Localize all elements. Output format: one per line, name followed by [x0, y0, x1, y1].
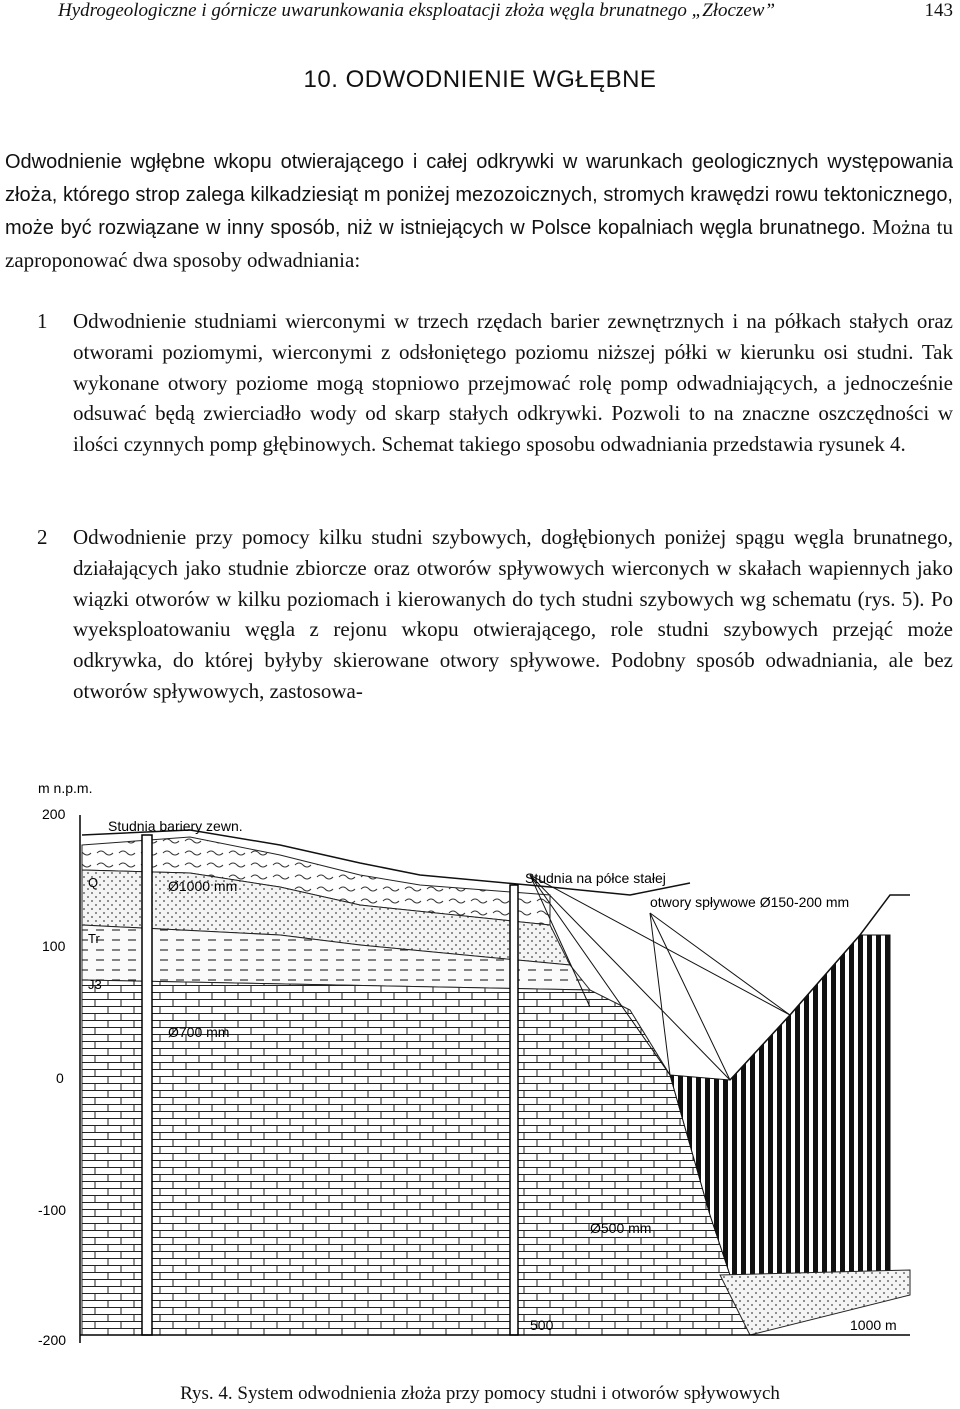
running-title: Hydrogeologiczne i górnicze uwarunkowania eksploatacji złoża węgla brunatnego „Złoczew”: [58, 0, 776, 21]
list-item-number: 1: [37, 309, 48, 333]
label-shelf-well: Studnia na półce stałej: [525, 870, 666, 886]
list-item: [5, 522, 953, 707]
intro-paragraph-part2: Można tu zaproponować dwa sposoby odwadniania:: [5, 215, 954, 272]
elevation-label: 200: [42, 806, 66, 822]
stratum-label: Q: [88, 875, 99, 890]
list-item-number: 2: [37, 525, 48, 549]
stratum-label: J3: [88, 977, 102, 992]
axis-unit: m n.p.m.: [38, 780, 93, 796]
drain-hole-line: [650, 913, 790, 1015]
running-header: [58, 0, 953, 22]
label-diameter: Ø1000 mm: [168, 878, 238, 894]
shelf-well: [510, 885, 518, 1335]
figure-caption: Rys. 4. System odwodnienia złoża przy pomocy studni i otworów spływowych: [180, 1383, 780, 1404]
label-diameter: Ø500 mm: [590, 1220, 652, 1236]
elevation-label: 0: [56, 1070, 64, 1086]
page-number: 143: [924, 0, 953, 21]
cross-section-drawing: [30, 775, 935, 1355]
list-item: [5, 306, 953, 460]
intro-paragraph-part1: Odwodnienie wgłębne wkopu otwierającego i całej odkrywki w warunkach geologicznych występowania złoża, którego strop zalega kilkadziesiąt m poniżej mezozoicznych, stromych krawędzi rowu tektonicznego, może być rozwiązane w inny sposób, niż w istniejących w Polsce kopalniach węgla brunatnego.: [5, 151, 953, 239]
drain-hole-line: [650, 913, 730, 1080]
elevation-label: 100: [42, 938, 66, 954]
intro-paragraph: [5, 145, 953, 276]
list-item-text: Odwodnienie przy pomocy kilku studni szybowych, dogłębionych poniżej spągu węgla brunatnego, działających jako studnie zbiorcze oraz otworów spływowych wierconych w skałach wapiennych jako wiązki otworów w kilku poziomach i kierowanych do tych studni szybowych wg schematu (rys. 5). Po wyeksploatowaniu węgla z rejonu wkopu otwierającego, role studni szybowych przejąć może odkrywka, do której byłyby skierowane otwory spływowe. Podobny sposób odwadniania, ale bez otworów spływowych, zastosowa-: [73, 525, 953, 703]
figure-cross-section: [30, 775, 935, 1355]
label-diameter: Ø700 mm: [168, 1024, 230, 1040]
elevation-label: -100: [38, 1202, 67, 1218]
label-barrier-well: Studnia bariery zewn.: [108, 818, 243, 834]
distance-label: 1000 m: [850, 1317, 897, 1333]
stratum-label: Tr: [88, 931, 100, 946]
distance-label: 500: [530, 1317, 554, 1333]
list-item-text: Odwodnienie studniami wierconymi w trzech rzędach barier zewnętrznych i na półkach stałych oraz otworami poziomymi, wierconymi z odsłoniętego poziomu niższej półki w kierunku osi studni. Tak wykonane otwory poziome mogą stopniowo przejmować rolę pomp odwadniających, a jednocześnie odsuwać będą zwierciadło wody od skarp stałych odkrywki. Pozwoli to na znaczne oszczędności w ilości czynnych pomp głębinowych. Schemat takiego sposobu odwadniania przedstawia rysunek 4.: [73, 309, 953, 457]
barrier-well: [142, 835, 152, 1335]
label-drain-holes: otwory spływowe Ø150-200 mm: [650, 894, 850, 910]
section-title: 10. ODWODNIENIE WGŁĘBNE: [303, 66, 657, 93]
elevation-label: -200: [38, 1332, 67, 1348]
